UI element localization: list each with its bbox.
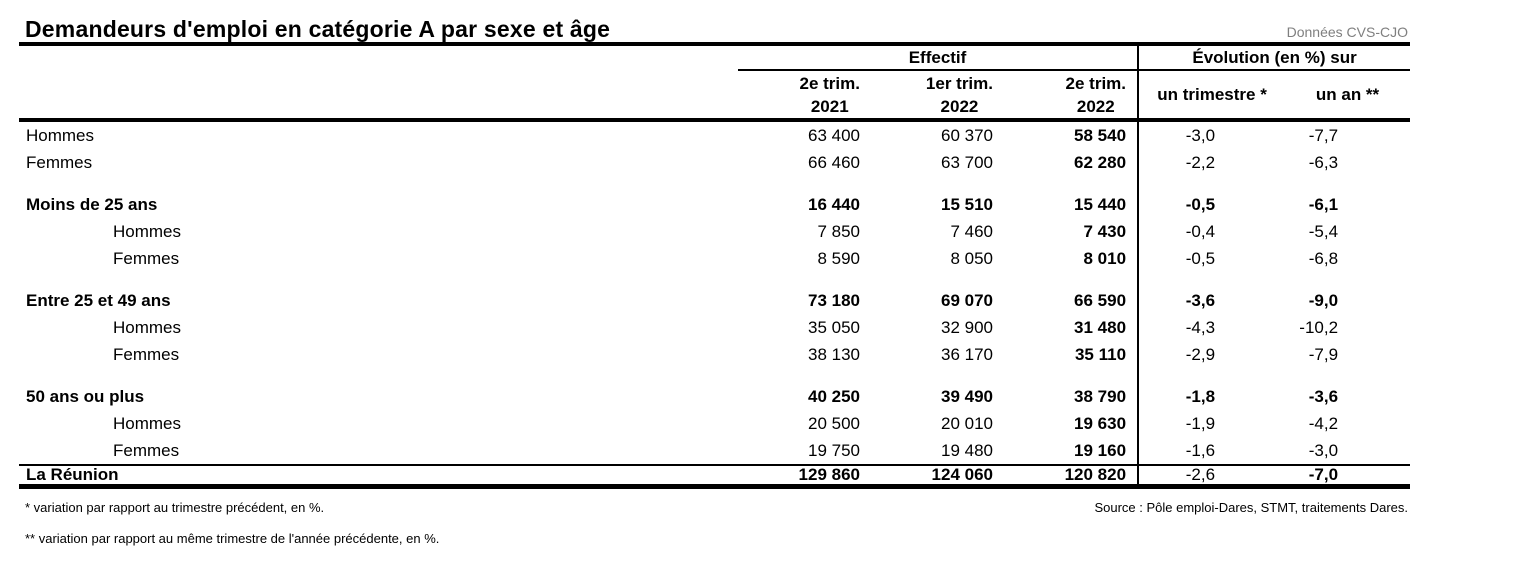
cell-c5: -9,0 — [1308, 291, 1339, 310]
table-row — [19, 245, 1410, 272]
cell-c2: 32 900 — [941, 318, 993, 337]
cell-c2: 63 700 — [941, 153, 993, 172]
cell-c1: 20 500 — [808, 414, 860, 433]
cell-c2: 39 490 — [941, 387, 993, 406]
cell-c3: 19 630 — [1074, 414, 1127, 433]
cell-c5: -10,2 — [1299, 318, 1339, 337]
group-header-evolution: Évolution (en %) sur — [1138, 44, 1410, 70]
row-label: Hommes — [113, 318, 182, 337]
row-label: Femmes — [113, 249, 180, 268]
cell-c3: 35 110 — [1074, 345, 1127, 364]
col-header-q2-2022: 2e trim. 2022 — [1004, 70, 1138, 120]
cell-c4: -0,5 — [1138, 245, 1285, 272]
table-row — [19, 149, 1410, 176]
cell-c1: 38 130 — [808, 345, 860, 364]
data-series-label: Données CVS-CJO — [1286, 24, 1408, 40]
page-title: Demandeurs d'emploi en catégorie A par sexe et âge — [25, 16, 611, 42]
cell-c2: 124 060 — [871, 465, 1004, 487]
row-label: Hommes — [113, 222, 182, 241]
cell-c2: 7 460 — [950, 222, 993, 241]
cell-c5: -3,0 — [1308, 441, 1339, 460]
col-header-year-evolution: un an ** — [1285, 70, 1410, 120]
cell-c1: 7 850 — [817, 222, 860, 241]
cell-c5: -3,6 — [1308, 387, 1339, 406]
document-sheet — [0, 17, 1520, 583]
cell-c5: -7,7 — [1308, 126, 1339, 145]
cell-c2: 15 510 — [941, 195, 993, 214]
cell-c4: -3,0 — [1138, 120, 1285, 149]
table-row — [19, 341, 1410, 368]
cell-c4: -4,3 — [1138, 314, 1285, 341]
group-header-row — [19, 44, 1410, 70]
cell-c3: 19 160 — [1074, 441, 1127, 460]
cell-c4: -1,6 — [1138, 437, 1285, 465]
cell-c2: 36 170 — [941, 345, 993, 364]
cell-c1: 16 440 — [808, 195, 860, 214]
row-label: Femmes — [113, 345, 180, 364]
cell-c1: 8 590 — [817, 249, 860, 268]
cell-c3: 38 790 — [1074, 387, 1127, 406]
row-label: Hommes — [113, 414, 182, 433]
cell-c5: -7,9 — [1308, 345, 1339, 364]
row-label: Hommes — [26, 126, 95, 145]
row-label: Femmes — [113, 441, 180, 460]
cell-c4: -2,6 — [1138, 465, 1285, 487]
cell-c3: 66 590 — [1074, 291, 1127, 310]
row-label: Moins de 25 ans — [26, 195, 158, 214]
cell-c3: 62 280 — [1074, 153, 1127, 172]
cell-c1: 63 400 — [808, 126, 860, 145]
cell-c4: -2,9 — [1138, 341, 1285, 368]
table-row — [19, 191, 1410, 218]
footnote-year: ** variation par rapport au même trimestre de l'année précédente, en %. — [25, 531, 440, 546]
cell-c4: -2,2 — [1138, 149, 1285, 176]
cell-c1: 66 460 — [808, 153, 860, 172]
cell-c2: 19 480 — [941, 441, 993, 460]
cell-c4: -0,5 — [1138, 191, 1285, 218]
cell-c1: 129 860 — [738, 465, 871, 487]
cell-c5: -5,4 — [1308, 222, 1339, 241]
cell-c5: -4,2 — [1308, 414, 1339, 433]
corner-cell — [19, 44, 738, 120]
spacer-row — [19, 272, 1410, 287]
row-label: 50 ans ou plus — [26, 387, 145, 406]
table-row — [19, 120, 1410, 149]
row-label: La Réunion — [19, 465, 738, 487]
employment-table — [19, 42, 1410, 489]
cell-c2: 20 010 — [941, 414, 993, 433]
table-row — [19, 314, 1410, 341]
table-row — [19, 410, 1410, 437]
row-label: Femmes — [26, 153, 93, 172]
col-header-q2-2021: 2e trim. 2021 — [738, 70, 871, 120]
table-row — [19, 218, 1410, 245]
cell-c2: 60 370 — [941, 126, 993, 145]
table-row — [19, 383, 1410, 410]
cell-c4: -1,8 — [1138, 383, 1285, 410]
spacer-row — [19, 368, 1410, 383]
col-header-q1-2022: 1er trim. 2022 — [871, 70, 1004, 120]
cell-c5: -6,1 — [1308, 195, 1339, 214]
cell-c5: -6,8 — [1308, 249, 1339, 268]
cell-c3: 8 010 — [1083, 249, 1127, 268]
table-row — [19, 465, 1410, 487]
table-body — [19, 120, 1410, 487]
cell-c3: 31 480 — [1074, 318, 1127, 337]
group-header-effectif: Effectif — [738, 44, 1138, 70]
cell-c1: 19 750 — [808, 441, 860, 460]
table-row — [19, 437, 1410, 465]
cell-c3: 7 430 — [1083, 222, 1127, 241]
cell-c4: -0,4 — [1138, 218, 1285, 245]
cell-c2: 69 070 — [941, 291, 993, 310]
cell-c3: 15 440 — [1074, 195, 1127, 214]
cell-c1: 40 250 — [808, 387, 860, 406]
row-label: Entre 25 et 49 ans — [26, 291, 171, 310]
cell-c3: 58 540 — [1074, 126, 1127, 145]
spacer-row — [19, 176, 1410, 191]
cell-c1: 73 180 — [808, 291, 860, 310]
source-note: Source : Pôle emploi-Dares, STMT, traitements Dares. — [1094, 500, 1408, 515]
cell-c1: 35 050 — [808, 318, 860, 337]
cell-c5: -6,3 — [1308, 153, 1339, 172]
cell-c4: -1,9 — [1138, 410, 1285, 437]
footnote-quarter: * variation par rapport au trimestre précédent, en %. — [25, 500, 325, 515]
cell-c3: 120 820 — [1004, 465, 1138, 487]
cell-c4: -3,6 — [1138, 287, 1285, 314]
col-header-quarter-evolution: un trimestre * — [1138, 70, 1285, 120]
cell-c5: -7,0 — [1285, 465, 1410, 487]
footnotes — [25, 500, 1408, 547]
cell-c2: 8 050 — [950, 249, 993, 268]
masthead — [25, 17, 1408, 41]
table-row — [19, 287, 1410, 314]
